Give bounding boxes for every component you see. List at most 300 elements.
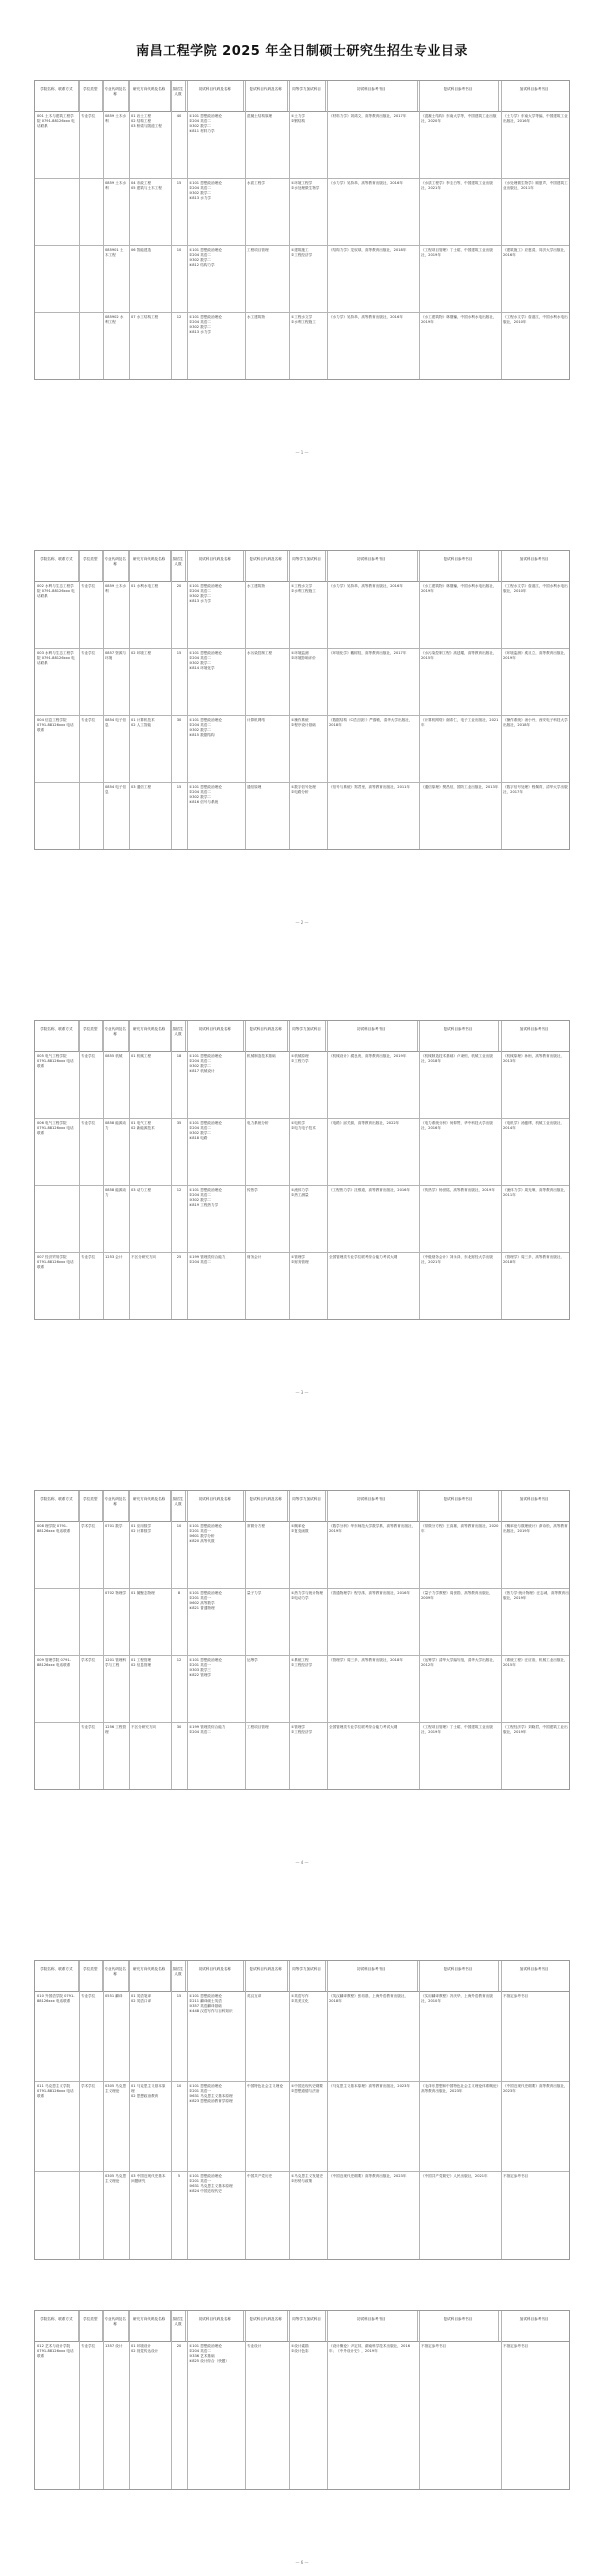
table-cell-books: 《水力学》吴持恭，高等教育出版社，2016年: [329, 584, 403, 588]
column-header: 研究方向代码及名称: [129, 2311, 171, 2341]
column-header: 初试科目参考书目: [326, 1491, 418, 1521]
grid-line: [187, 1491, 188, 1789]
table-page: [34, 1020, 570, 1320]
column-header: 加试科目参考书目: [519, 1497, 549, 1501]
table-cell-count: 35: [176, 1121, 182, 1125]
row-divider: [35, 2171, 569, 2172]
table-cell-extra: ①中国近现代史纲要 ②思想道德与法治: [291, 2084, 323, 2093]
grid-line: [419, 81, 420, 379]
table-cell-extra: ①概率论 ②复变函数: [291, 1524, 309, 1533]
table-cell-exam: ①199 管理类综合能力 ②204 英语二: [189, 1725, 226, 1734]
table-cell-college: 002 水利与生态工程学院 0791-88126xxx 电话联系: [37, 584, 75, 598]
grid-line: [103, 1961, 104, 2259]
grid-line: [79, 81, 80, 379]
grid-line: [327, 2311, 328, 2489]
table-cell-extra: ①建筑施工 ②工程经济学: [291, 248, 313, 257]
table-cell-extra-books: 《电机学》汤蕴璆，机械工业出版社，2014年: [503, 1121, 565, 1130]
table-cell-retest-books: 《中级财务会计》刘永泽，东北财经大学出版社，2021年: [421, 1255, 493, 1264]
column-header: 拟招生人数: [171, 1491, 187, 1521]
table-cell-direction: 01 计算机技术 02 人工智能: [131, 718, 155, 727]
table-cell-college: 010 外国语学院 0791-88126xxx 电话联系: [37, 1994, 75, 2003]
column-header: 复试科目参考书目: [418, 551, 500, 581]
table-cell-extra: ①设计素描 ②设计色彩: [291, 2344, 309, 2353]
table-cell-degree: 专业学位: [81, 718, 96, 722]
grid-line: [501, 1961, 502, 2259]
table-cell-retest: 电力系统分析: [247, 1121, 269, 1125]
table-cell-retest: 水工建筑物: [247, 315, 265, 319]
table-cell-college: [37, 315, 77, 377]
table-cell-retest-books: 《毛泽东思想和中国特色社会主义理论体系概论》高等教育出版社，2023年: [421, 2084, 499, 2093]
table-cell-extra-books: 《流体力学》周光坰，高等教育出版社，2011年: [503, 1188, 568, 1197]
table-cell-direction: 03 中国近现代史基本问题研究: [131, 2174, 166, 2183]
grid-line: [171, 1961, 172, 2259]
row-divider: [35, 1655, 569, 1656]
table-cell-count: 25: [176, 1255, 182, 1259]
table-cell-extra: ①热力学与统计物理 ②电动力学: [291, 1591, 323, 1600]
grid-line: [501, 551, 502, 849]
table-cell-extra: ①流体力学 ②热工测量: [291, 1188, 309, 1197]
table-cell-retest: 中国特色社会主义理论: [247, 2084, 283, 2088]
column-header: 同等学力加试科目: [288, 2311, 326, 2341]
grid-line: [187, 2311, 188, 2489]
table-cell-major: 1357 设计: [105, 2344, 123, 2348]
table-cell-books: 《电路》邱关源，高等教育出版社，2022年: [329, 1121, 400, 1125]
table-cell-college: 007 经济贸易学院 0791-88126xxx 电话联系: [37, 1255, 74, 1269]
column-header: 复试科目代码及名称: [244, 1961, 288, 1991]
table-cell-extra: ①环境监测 ②环境影响评价: [291, 651, 316, 660]
table-cell-direction: 02 环境工程: [131, 651, 152, 655]
table-cell-major: 0857 资源与环境: [105, 651, 127, 660]
column-header: 研究方向代码及名称: [129, 1021, 171, 1051]
table-cell-extra: ①操作系统 ②程序设计基础: [291, 718, 316, 727]
grid-line: [501, 1491, 502, 1789]
grid-line: [289, 1491, 290, 1789]
table-cell-retest-books: 《通信原理》樊昌信，国防工业出版社，2013年: [421, 785, 499, 789]
table-cell-major: 0858 能源动力: [105, 1188, 127, 1197]
table-cell-count: 40: [176, 114, 182, 118]
table-cell-major: 0305 马克思主义理论: [105, 2084, 127, 2093]
table-cell-major: 0859 土木水利: [105, 181, 127, 190]
grid-line: [171, 2311, 172, 2489]
grid-line: [79, 1491, 80, 1789]
table-page: [34, 80, 570, 380]
table-cell-count: 15: [176, 785, 182, 789]
table-cell-degree: 专业学位: [81, 1255, 96, 1259]
table-cell-exam: ①101 思想政治理论 ②204 英语二 ③302 数学二 ④813 水力学: [189, 584, 222, 603]
table-cell-exam: ①101 思想政治理论 ②204 英语二 ③302 数学二 ④819 工程热力学: [189, 1188, 222, 1207]
table-cell-degree: 专业学位: [81, 584, 96, 588]
column-header: 学位类型: [79, 1021, 103, 1051]
grid-line: [419, 551, 420, 849]
column-header: 研究方向代码及名称: [129, 81, 171, 111]
table-cell-count: 20: [176, 584, 182, 588]
column-header: 同等学力加试科目: [288, 1961, 326, 1991]
table-cell-extra: ①管理学 ②财务管理: [291, 1255, 309, 1264]
grid-line: [289, 551, 290, 849]
table-cell-books: 《材料力学》刘鸿文，高等教育出版社，2017年: [329, 114, 407, 118]
table-cell-exam: ①101 思想政治理论 ②201 英语一 ③602 高等数学 ④821 普通物理: [189, 1591, 222, 1610]
table-cell-retest-books: 《水工建筑物》林继镛，中国水利水电出版社，2019年: [421, 315, 497, 324]
table-cell-retest-books: 《机械制造技术基础》卢秉恒，机械工业出版社，2018年: [421, 1054, 493, 1063]
column-header: 学院名称、联系方式: [35, 1961, 79, 1991]
table-cell-direction: 01 凝聚态物理: [131, 1591, 155, 1595]
column-header: 加试科目参考书目: [519, 1967, 549, 1971]
table-page: [34, 550, 570, 850]
table-cell-extra: ①环境工程学 ②水处理微生物学: [291, 181, 320, 190]
grid-line: [245, 551, 246, 849]
column-header: 初试科目代码及名称: [186, 2311, 244, 2341]
table-cell-retest: 财务会计: [247, 1255, 262, 1259]
table-cell-extra: ①工程水文学 ②水利工程施工: [291, 315, 316, 324]
row-divider: [35, 648, 569, 649]
row-divider: [35, 245, 569, 246]
grid-line: [327, 1961, 328, 2259]
column-header: 学位类型: [79, 81, 103, 111]
table-cell-college: 008 理学院 0791-88126xxx 电话联系: [37, 1524, 71, 1533]
grid-line: [171, 81, 172, 379]
grid-line: [327, 1491, 328, 1789]
table-cell-degree: 专业学位: [81, 1725, 96, 1729]
grid-line: [245, 1961, 246, 2259]
table-cell-direction: 03 通信工程: [131, 785, 152, 789]
grid-line: [103, 81, 104, 379]
grid-line: [419, 1021, 420, 1319]
table-cell-books: 《水力学》吴持恭，高等教育出版社，2016年: [329, 315, 403, 319]
table-cell-degree: [81, 1591, 101, 1653]
column-header: 复试科目代码及名称: [244, 2311, 288, 2341]
table-cell-major: 0859 土木水利: [105, 114, 127, 123]
table-cell-degree: 专业学位: [81, 1121, 96, 1125]
grid-line: [129, 1021, 130, 1319]
table-cell-extra-books: 《中国近现代史纲要》高等教育出版社，2023年: [503, 2084, 568, 2093]
grid-line: [289, 81, 290, 379]
table-cell-direction: 04 市政工程 05 建筑与土木工程: [131, 181, 162, 190]
table-cell-count: 18: [176, 1054, 182, 1058]
table-cell-books: 《环境化学》戴树桂，高等教育出版社，2017年: [329, 651, 407, 655]
grid-line: [501, 1021, 502, 1319]
column-header: 同等学力加试科目: [288, 1491, 326, 1521]
table-cell-major: 0702 物理学: [105, 1591, 127, 1595]
table-cell-books: 《管理学》周三多，高等教育出版社，2018年: [329, 1658, 403, 1662]
table-cell-major: 0551 翻译: [105, 1994, 123, 1998]
grid-line: [103, 1491, 104, 1789]
column-header: 加试科目参考书目: [519, 557, 549, 561]
column-header: 复试科目代码及名称: [244, 551, 288, 581]
table-cell-direction: 03 动力工程: [131, 1188, 152, 1192]
table-cell-retest-books: 《量子力学教程》周世勋，高等教育出版社，2009年: [421, 1591, 493, 1600]
grid-line: [103, 551, 104, 849]
table-cell-retest-books: 《水工建筑物》林继镛，中国水利水电出版社，2019年: [421, 584, 497, 593]
table-cell-retest-books: 《工程项目管理》丁士昭，中国建筑工业出版社，2019年: [421, 1725, 493, 1734]
table-cell-retest: 常微分方程: [247, 1524, 265, 1528]
grid-line: [289, 1021, 290, 1319]
table-cell-extra: ①系统工程 ②工程经济学: [291, 1658, 313, 1667]
column-header: 加试科目参考书目: [519, 1027, 549, 1031]
column-header: 学院名称、联系方式: [35, 1021, 79, 1051]
grid-line: [171, 1491, 172, 1789]
page-number: — 4 —: [295, 1860, 309, 1865]
grid-line: [327, 551, 328, 849]
grid-line: [79, 2311, 80, 2489]
row-divider: [35, 1588, 569, 1589]
table-cell-direction: 01 马克思主义基本原理 02 思想政治教育: [131, 2084, 166, 2098]
table-cell-major: 0701 数学: [105, 1524, 123, 1528]
table-cell-degree: [81, 248, 101, 310]
table-cell-retest: 工程项目管理: [247, 248, 269, 252]
table-cell-retest: 水质工程学: [247, 181, 265, 185]
table-cell-extra: ①电机学 ②电力电子技术: [291, 1121, 316, 1130]
table-cell-extra-books: 《概率论与数理统计》茆诗松，高等教育出版社，2019年: [503, 1524, 568, 1533]
table-cell-extra-books: 《土力学》东南大学等编，中国建筑工业出版社，2016年: [503, 114, 568, 123]
grid-line: [501, 81, 502, 379]
table-cell-books: 《信号与系统》郑君里，高等教育出版社，2011年: [329, 785, 411, 789]
grid-line: [245, 81, 246, 379]
table-header: [35, 81, 569, 112]
document-title: 南昌工程学院 2025 年全日制硕士研究生招生专业目录: [136, 44, 468, 59]
table-cell-books: 《英汉翻译教程》张培基，上海外语教育出版社，2018年: [329, 1994, 409, 2003]
table-cell-retest-books: 《工程项目管理》丁士昭，中国建筑工业出版社，2019年: [421, 248, 493, 257]
grid-line: [419, 1961, 420, 2259]
table-cell-retest: 混凝土结构原理: [247, 114, 273, 118]
row-divider: [35, 2081, 569, 2082]
table-cell-exam: ①101 思想政治理论 ②204 英语二 ③302 数学二 ④814 环境化学: [189, 651, 222, 670]
table-cell-direction: 01 应用数学 02 计算数学: [131, 1524, 152, 1533]
table-cell-degree: [81, 181, 101, 243]
table-cell-count: 12: [176, 1188, 182, 1192]
grid-line: [171, 1021, 172, 1319]
table-header: [35, 551, 569, 582]
table-cell-direction: 01 水利水电工程: [131, 584, 159, 588]
table-cell-books: 《中国近现代史纲要》高等教育出版社，2023年: [329, 2174, 407, 2178]
column-header: 初试科目代码及名称: [186, 551, 244, 581]
row-divider: [35, 1252, 569, 1253]
table-cell-direction: 01 英语笔译 02 英语口译: [131, 1994, 152, 2003]
grid-line: [129, 2311, 130, 2489]
grid-line: [187, 1021, 188, 1319]
table-cell-books: 《工程热力学》沈维道，高等教育出版社，2016年: [329, 1188, 411, 1192]
table-cell-books: 《机械设计》濮良贵，高等教育出版社，2019年: [329, 1054, 407, 1058]
grid-line: [171, 551, 172, 849]
column-header: 复试科目参考书目: [418, 1021, 500, 1051]
table-cell-retest-books: 《运筹学》清华大学编写组，清华大学出版社，2012年: [421, 1658, 497, 1667]
table-cell-extra: ①工程水文学 ②水利工程施工: [291, 584, 316, 593]
table-cell-exam: ①101 思想政治理论 ②201 英语一 ③303 数学三 ④822 管理学: [189, 1658, 222, 1677]
table-cell-degree: [81, 315, 101, 377]
column-header: 研究方向代码及名称: [129, 1491, 171, 1521]
table-cell-college: 004 信息工程学院 0791-88126xxx 电话联系: [37, 718, 74, 732]
column-header: 学院名称、联系方式: [35, 551, 79, 581]
table-cell-exam: ①101 思想政治理论 ②204 英语二 ③302 数学二 ④816 信号与系统: [189, 785, 222, 804]
table-cell-degree: 专业学位: [81, 1054, 96, 1058]
column-header: 专业代码及名称: [103, 2311, 129, 2341]
row-divider: [35, 312, 569, 313]
grid-line: [129, 1961, 130, 2259]
table-cell-college: 001 土木与建筑工程学院 0791-88126xxx 电话联系: [37, 114, 75, 128]
table-cell-retest: 机械制造技术基础: [247, 1054, 276, 1058]
grid-line: [245, 1021, 246, 1319]
table-cell-retest: 量子力学: [247, 1591, 262, 1595]
table-cell-extra: ①管理学 ②工程经济学: [291, 1725, 313, 1734]
page-number: — 3 —: [295, 1390, 309, 1395]
table-cell-major: 0305 马克思主义理论: [105, 2174, 127, 2183]
row-divider: [35, 178, 569, 179]
table-cell-direction: 07 水工结构工程: [131, 315, 159, 319]
grid-line: [245, 1491, 246, 1789]
column-header: 复试科目代码及名称: [244, 1491, 288, 1521]
table-cell-extra-books: 《管理学》周三多，高等教育出版社，2018年: [503, 1255, 565, 1264]
table-cell-extra: ①土力学 ②钢结构: [291, 114, 306, 123]
table-cell-direction: 01 环境设计 02 视觉传达设计: [131, 2344, 159, 2353]
table-page: [34, 2310, 570, 2490]
table-cell-direction: 不区分研究方向: [131, 1725, 157, 1729]
column-header: 学位类型: [79, 1491, 103, 1521]
table-cell-retest-books: 《中国共产党简史》人民出版社，2021年: [421, 2174, 488, 2178]
table-cell-college: 012 艺术与设计学院 0791-88126xxx 电话联系: [37, 2344, 74, 2358]
table-cell-count: 15: [176, 181, 182, 185]
column-header: 初试科目代码及名称: [186, 1961, 244, 1991]
table-cell-extra-books: 不指定参考书目: [503, 2174, 529, 2178]
table-cell-major: 1256 工程管理: [105, 1725, 127, 1734]
grid-line: [129, 551, 130, 849]
grid-line: [103, 2311, 104, 2489]
table-cell-count: 10: [176, 248, 182, 252]
table-cell-count: 12: [176, 315, 182, 319]
column-header: 复试科目参考书目: [418, 81, 500, 111]
table-cell-exam: ①199 管理类综合能力 ②204 英语二: [189, 1255, 226, 1264]
table-cell-retest-books: 《实用翻译教程》冯庆华，上海外语教育出版社，2010年: [421, 1994, 493, 2003]
table-cell-direction: 不区分研究方向: [131, 1255, 157, 1259]
table-cell-exam: ①101 思想政治理论 ②204 英语二 ③302 数学二 ④813 水力学: [189, 315, 222, 334]
table-cell-extra-books: 《数字信号处理》程佩青，清华大学出版社，2017年: [503, 785, 568, 794]
page-number: — 6 —: [295, 2560, 309, 2565]
grid-line: [187, 1961, 188, 2259]
table-cell-extra: ①机械原理 ②工程力学: [291, 1054, 309, 1063]
table-cell-college: [37, 1725, 77, 1787]
column-header: 拟招生人数: [171, 551, 187, 581]
column-header: 初试科目参考书目: [326, 2311, 418, 2341]
table-cell-extra-books: 《机械原理》孙桓，高等教育出版社，2013年: [503, 1054, 565, 1063]
table-cell-extra-books: 《系统工程》汪应洛，机械工业出版社，2015年: [503, 1658, 568, 1667]
row-divider: [35, 715, 569, 716]
grid-line: [419, 1491, 420, 1789]
column-header: 专业代码及名称: [103, 1491, 129, 1521]
table-cell-degree: [81, 2174, 101, 2259]
grid-line: [79, 551, 80, 849]
column-header: 同等学力加试科目: [288, 81, 326, 111]
table-cell-extra-books: 《热力学·统计物理》汪志诚，高等教育出版社，2019年: [503, 1591, 569, 1600]
table-cell-retest: 中国共产党历史: [247, 2174, 273, 2178]
grid-line: [289, 1961, 290, 2259]
table-cell-degree: 专业学位: [81, 2344, 96, 2348]
column-header: 加试科目参考书目: [519, 87, 549, 91]
table-cell-books: 《设计概论》尹定邦，湖南科学技术出版社，2016年；《中外设计史》，2019年: [329, 2344, 411, 2353]
table-cell-count: 30: [176, 1725, 182, 1729]
column-header: 研究方向代码及名称: [129, 551, 171, 581]
table-cell-retest-books: 《传热学》杨世铭，高等教育出版社，2019年: [421, 1188, 495, 1192]
table-page: [34, 1490, 570, 1790]
grid-line: [187, 551, 188, 849]
table-cell-exam: ①101 思想政治理论 ②204 英语二 ③302 数学二 ④811 材料力学: [189, 114, 222, 133]
table-cell-exam: ①101 思想政治理论 ②201 英语一 ③631 马克思主义基本原理 ④823 思想政治教育学原理: [189, 2084, 233, 2103]
table-cell-count: 20: [176, 2344, 182, 2348]
grid-line: [79, 1961, 80, 2259]
row-divider: [35, 782, 569, 783]
table-cell-college: 006 电气工程学院 0791-88126xxx 电话联系: [37, 1121, 74, 1135]
table-cell-direction: 01 机械工程: [131, 1054, 152, 1058]
column-header: 拟招生人数: [171, 81, 187, 111]
table-cell-retest: 水污染控制工程: [247, 651, 273, 655]
column-header: 初试科目参考书目: [326, 551, 418, 581]
table-cell-exam: ①101 思想政治理论 ②204 英语二 ③302 数学二 ④813 水力学: [189, 181, 222, 200]
table-cell-direction: 01 电气工程 02 新能源技术: [131, 1121, 155, 1130]
grid-line: [419, 2311, 420, 2489]
table-header: [35, 1021, 569, 1052]
grid-line: [129, 81, 130, 379]
table-cell-degree: 专业学位: [81, 114, 96, 118]
table-cell-count: 8: [177, 1591, 181, 1595]
table-header: [35, 2311, 569, 2342]
column-header: 复试科目参考书目: [418, 1961, 500, 1991]
column-header: 初试科目参考书目: [326, 1021, 418, 1051]
column-header: 学院名称、联系方式: [35, 1491, 79, 1521]
row-divider: [35, 1118, 569, 1119]
table-cell-exam: ①101 思想政治理论 ②201 英语一 ③631 马克思主义基本原理 ④824 中国近现代史: [189, 2174, 233, 2193]
grid-line: [103, 1021, 104, 1319]
table-cell-count: 10: [176, 1524, 182, 1528]
table-cell-retest: 水工建筑物: [247, 584, 265, 588]
column-header: 复试科目代码及名称: [244, 1021, 288, 1051]
table-cell-direction: 01 工程管理 02 信息管理: [131, 1658, 152, 1667]
table-cell-degree: [81, 785, 101, 847]
column-header: 研究方向代码及名称: [129, 1961, 171, 1991]
table-cell-count: 30: [176, 718, 182, 722]
table-cell-degree: 学术学位: [81, 2084, 96, 2088]
table-cell-retest-books: 《计算机网络》谢希仁，电子工业出版社，2021年: [421, 718, 499, 727]
table-cell-exam: ①101 思想政治理论 ②204 英语二 ③302 数学二 ④818 电路: [189, 1121, 222, 1140]
table-cell-books: 全国管理类专业学位联考综合能力考试大纲: [329, 1255, 398, 1259]
table-cell-college: [37, 181, 77, 243]
table-cell-extra-books: 《工程水文学》詹道江，中国水利水电出版社，2010年: [503, 315, 568, 324]
table-cell-retest-books: 《常微分方程》王高雄，高等教育出版社，2020年: [421, 1524, 499, 1533]
table-page: [34, 1960, 570, 2260]
table-cell-exam: ①101 思想政治理论 ②211 翻译硕士英语 ③357 英语翻译基础 ④448 汉语写作与百科知识: [189, 1994, 233, 2013]
table-cell-major: 085902 水利工程: [105, 315, 124, 324]
table-cell-retest: 专业设计: [247, 2344, 262, 2348]
page-number: — 1 —: [295, 450, 309, 455]
table-cell-count: 15: [176, 651, 182, 655]
table-cell-college: [37, 248, 77, 310]
grid-line: [79, 1021, 80, 1319]
row-divider: [35, 1722, 569, 1723]
table-cell-extra-books: 《环境监测》奚旦立，高等教育出版社，2019年: [503, 651, 568, 660]
table-cell-count: 15: [176, 1994, 182, 1998]
table-cell-direction: 01 岩土工程 02 结构工程 03 桥梁与隧道工程: [131, 114, 162, 128]
grid-line: [289, 2311, 290, 2489]
table-header: [35, 1961, 569, 1992]
column-header: 初试科目代码及名称: [186, 1491, 244, 1521]
table-cell-degree: 专业学位: [81, 1994, 96, 1998]
column-header: 复试科目代码及名称: [244, 81, 288, 111]
column-header: 学位类型: [79, 2311, 103, 2341]
table-cell-major: 0859 土木水利: [105, 584, 127, 593]
table-cell-major: 1201 管理科学与工程: [105, 1658, 127, 1667]
grid-line: [501, 2311, 502, 2489]
table-cell-books: 《数据结构（C语言版）》严蔚敏，清华大学出版社，2018年: [329, 718, 413, 727]
table-cell-retest: 计算机网络: [247, 718, 265, 722]
table-cell-degree: [81, 1188, 101, 1250]
table-cell-count: 10: [176, 2084, 182, 2088]
table-header: [35, 1491, 569, 1522]
